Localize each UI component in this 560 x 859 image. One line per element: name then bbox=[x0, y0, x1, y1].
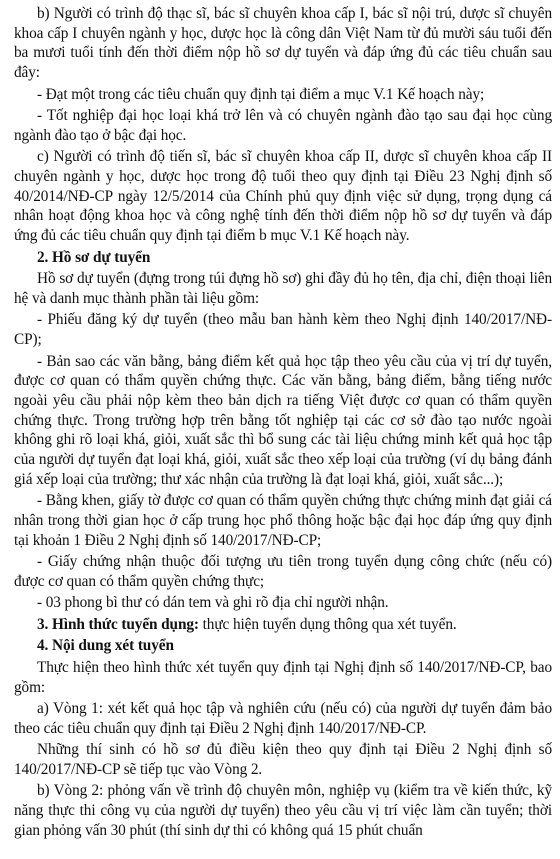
paragraph-dossier-item-4: - Giấy chứng nhận thuộc đối tượng ưu tiên trong tuyển dụng công chức (nếu có) được cơ quan có thẩm quyền chứng thực; bbox=[14, 553, 552, 590]
heading-section-4-title: 4. Nội dung xét tuyển bbox=[37, 637, 174, 655]
heading-section-4 bbox=[14, 636, 552, 656]
heading-section-2-title: 2. Hồ sơ dự tuyển bbox=[37, 248, 151, 266]
paragraph-round-1-note: Những thí sinh có hồ sơ đủ điều kiện theo quy định tại Điều 2 Nghị định số 140/2017/NĐ-CP sẽ tiếp tục vào Vòng 2. bbox=[14, 741, 552, 778]
paragraph-criteria-b-2: - Tốt nghiệp đại học loại khá trở lên và có chuyên ngành đào tạo sau đại học cùng ngành đào tạo ở bậc đại học. bbox=[14, 107, 552, 144]
paragraph-dossier-item-2: - Bản sao các văn bằng, bảng điểm kết quả học tập theo yêu cầu của vị trí dự tuyển, được cơ quan có thẩm quyền chứng thực. Các văn bằng, bảng điểm, bằng tiếng nước ngoài yêu cầu phải nộp kèm theo bản dịch ra tiếng Việt được cơ quan có thẩm quyền chứng thực. Trong trường hợp trên bằng tốt nghiệp tại các cơ sở đào tạo nước ngoài không ghi rõ loại khá, giỏi, xuất sắc thì bổ sung các tài liệu chứng minh kết quả học tập của người dự tuyển đạt loại khá, giỏi, xuất sắc theo xếp loại của trường (ví dụ bảng đánh giá xếp loại của trường; thư xác nhận của trường là đạt loại khá, giỏi, xuất sắc...); bbox=[14, 352, 552, 488]
paragraph-dossier-item-3: - Bằng khen, giấy tờ được cơ quan có thẩm quyền chứng thực chứng minh đạt giải cá nhân trong thời gian học ở cấp trung học phổ thông hoặc bậc đại học đáp ứng quy định tại khoản 1 Điều 2 Nghị định số 140/2017/NĐ-CP; bbox=[14, 492, 552, 549]
paragraph-round-1: a) Vòng 1: xét kết quả học tập và nghiên cứu (nếu có) của người dự tuyển đảm bảo theo các tiêu chuẩn quy định tại Điều 2 Nghị định 140/2017/NĐ-CP. bbox=[14, 700, 552, 737]
paragraph-criteria-b: b) Người có trình độ thạc sĩ, bác sĩ chuyên khoa cấp I, bác sĩ nội trú, dược sĩ chuyên khoa cấp I chuyên ngành y học, dược học là công dân Việt Nam từ đủ mười sáu tuổi đến ba mươi tuổi tính đến thời điểm nộp hồ sơ dự tuyển và đáp ứng đủ các tiêu chuẩn sau đây: bbox=[14, 5, 552, 82]
heading-section-3-text: thực hiện tuyển dụng thông qua xét tuyển. bbox=[198, 615, 457, 633]
paragraph-dossier-intro: Hồ sơ dự tuyển (đựng trong túi đựng hồ sơ) ghi đầy đủ họ tên, địa chỉ, điện thoại liên hệ và danh mục thành phần tài liệu gồm: bbox=[14, 270, 552, 307]
document-page bbox=[14, 4, 552, 842]
paragraph-criteria-b-1: - Đạt một trong các tiêu chuẩn quy định tại điểm a mục V.1 Kế hoạch này; bbox=[37, 85, 485, 103]
paragraph-round-2: b) Vòng 2: phỏng vấn về trình độ chuyên môn, nghiệp vụ (kiểm tra về kiến thức, kỹ năng thực thi công vụ của người dự tuyển) theo yêu cầu vị trí việc làm cần tuyển; thời gian phỏng vấn 30 phút (thí sinh dự thi có không quá 15 phút chuẩn bbox=[14, 782, 552, 839]
paragraph-dossier-item-1: - Phiếu đăng ký dự tuyển (theo mẫu ban hành kèm theo Nghị định 140/2017/NĐ-CP); bbox=[14, 311, 552, 349]
heading-section-2 bbox=[14, 248, 552, 268]
paragraph-selection-intro: Thực hiện theo hình thức xét tuyển quy định tại Nghị định số 140/2017/NĐ-CP, bao gồm: bbox=[14, 658, 552, 696]
heading-section-3-title: 3. Hình thức tuyển dụng: bbox=[37, 615, 199, 633]
paragraph-criteria-c: c) Người có trình độ tiến sĩ, bác sĩ chuyên khoa cấp II, dược sĩ chuyên khoa cấp II chuyên ngành y học, dược học trong độ tuổi theo quy định tại Điều 23 Nghị định số 40/2014/NĐ-CP ngày 12/5/2014 của Chính phủ quy định việc sử dụng, trọng dụng cá nhân hoạt động khoa học và công nghệ tính đến thời điểm nộp hồ sơ dự tuyển và đáp ứng đủ các tiêu chuẩn quy định tại điểm b mục V.1 Kế hoạch này. bbox=[14, 148, 552, 245]
heading-section-3 bbox=[14, 615, 552, 635]
paragraph-dossier-item-5: - 03 phong bì thư có dán tem và ghi rõ địa chỉ người nhận. bbox=[37, 594, 389, 612]
